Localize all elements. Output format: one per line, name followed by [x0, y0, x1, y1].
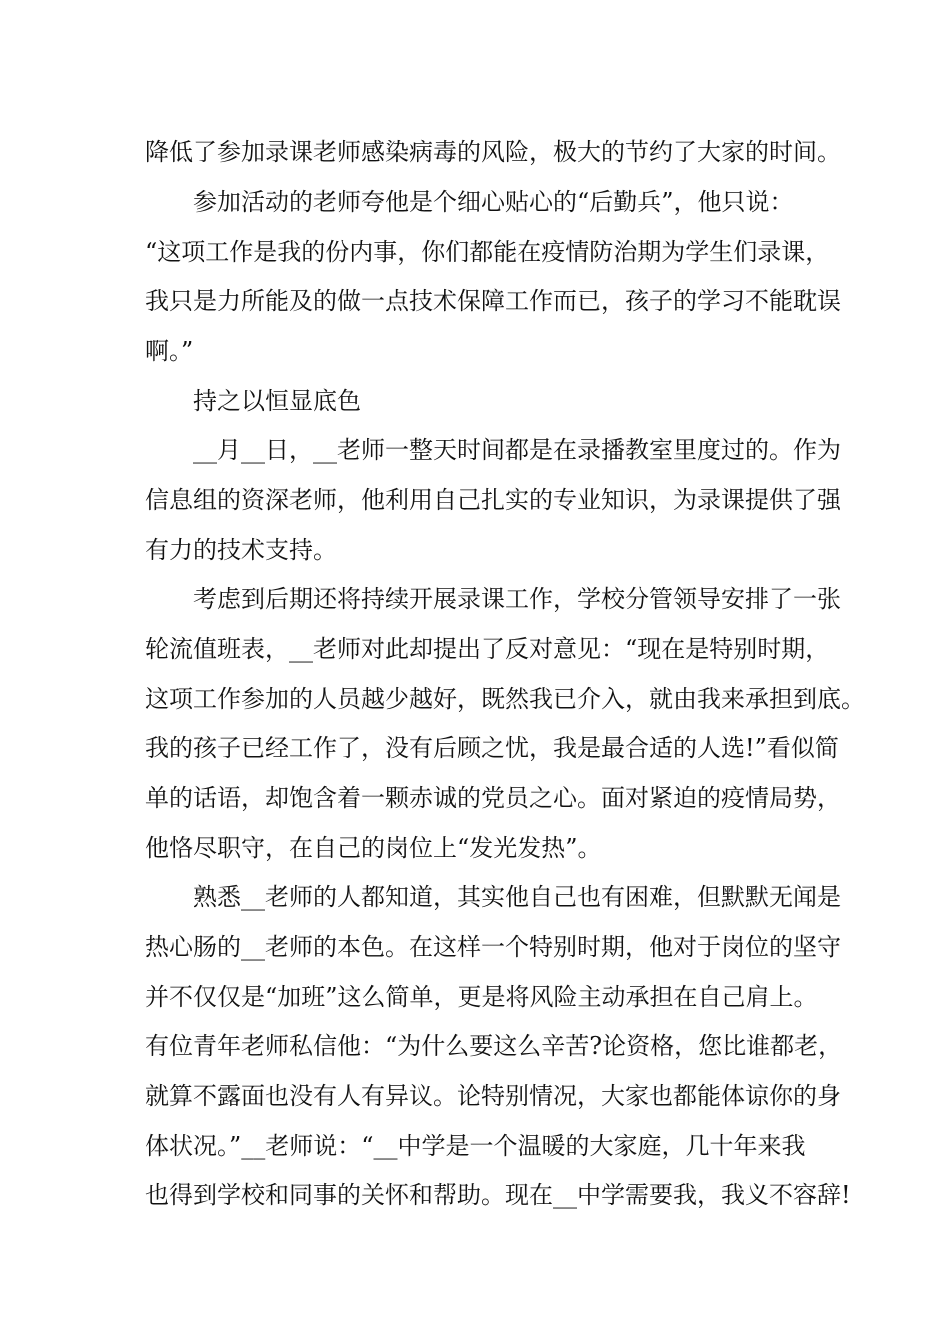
text-line: 我的孩子已经工作了，没有后顾之忧，我是最合适的人选!”看似简	[145, 734, 839, 762]
text-line: 单的话语，却饱含着一颗赤诚的党员之心。面对紧迫的疫情局势，	[145, 784, 841, 812]
paragraph-start-line: 熟悉__老师的人都知道，其实他自己也有困难，但默默无闻是	[193, 883, 841, 911]
text-line: 有力的技术支持。	[145, 536, 337, 564]
paragraph-start-line: 考虑到后期还将持续开展录课工作，学校分管领导安排了一张	[193, 585, 841, 613]
text-line: 轮流值班表，__老师对此却提出了反对意见：“现在是特别时期，	[145, 635, 830, 663]
text-line: 信息组的资深老师，他利用自己扎实的专业知识，为录课提供了强	[145, 486, 841, 514]
section-heading: 持之以恒显底色	[193, 387, 361, 415]
text-line: 也得到学校和同事的关怀和帮助。现在__中学需要我，我义不容辞!	[145, 1181, 851, 1209]
text-line: 这项工作参加的人员越少越好，既然我已介入，就由我来承担到底。	[145, 685, 865, 713]
text-line: “这项工作是我的份内事，你们都能在疫情防治期为学生们录课，	[145, 238, 830, 266]
text-line: 热心肠的__老师的本色。在这样一个特别时期，他对于岗位的坚守	[145, 933, 841, 961]
text-line: 我只是力所能及的做一点技术保障工作而已，孩子的学习不能耽误	[145, 287, 841, 315]
text-line: 就算不露面也没有人有异议。论特别情况，大家也都能体谅你的身	[145, 1082, 841, 1110]
text-line: 降低了参加录课老师感染病毒的风险，极大的节约了大家的时间。	[145, 138, 841, 166]
paragraph-start-line: 参加活动的老师夸他是个细心贴心的“后勤兵”，他只说：	[193, 188, 794, 216]
text-line: 有位青年老师私信他：“为什么要这么辛苦?论资格，您比谁都老，	[145, 1032, 843, 1060]
text-line: 啊。”	[145, 337, 194, 365]
text-line: 并不仅仅是“加班”这么简单，更是将风险主动承担在自己肩上。	[145, 983, 818, 1011]
text-line: 他恪尽职守，在自己的岗位上“发光发热”。	[145, 834, 602, 862]
paragraph-start-line: __月__日，__老师一整天时间都是在录播教室里度过的。作为	[193, 436, 841, 464]
text-line: 体状况。”__老师说：“__中学是一个温暖的大家庭，几十年来我	[145, 1132, 806, 1160]
